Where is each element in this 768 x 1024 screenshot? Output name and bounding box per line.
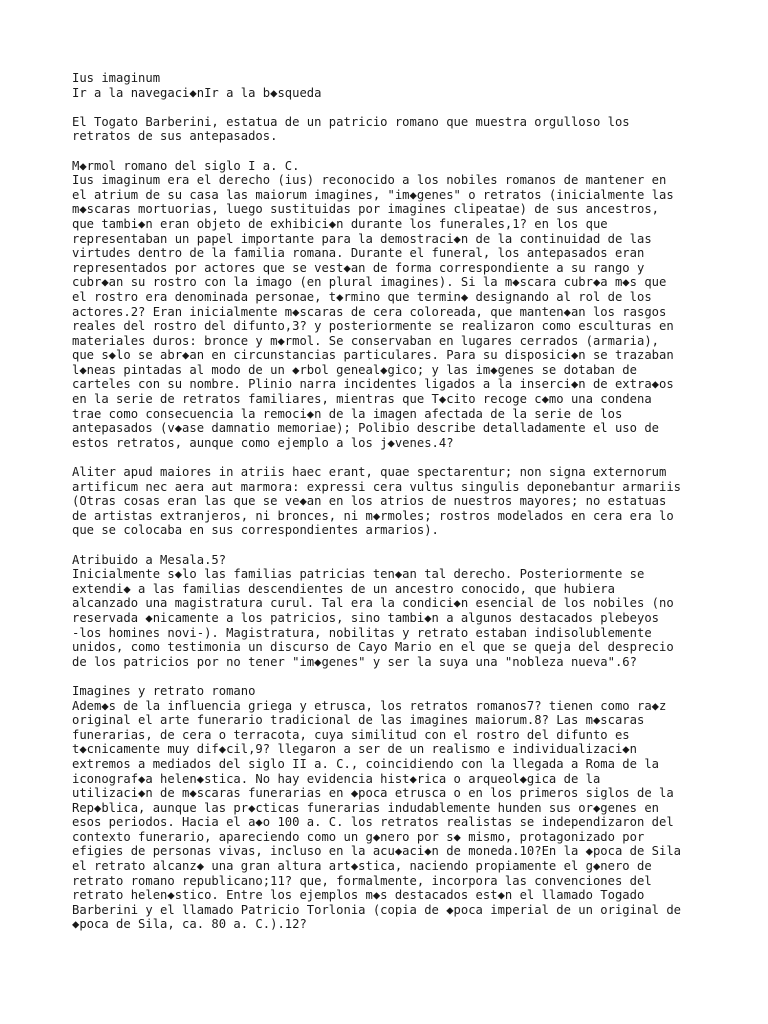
paragraph — [72, 553, 732, 670]
text-line: representados por actores que se vest◆an de forma correspondiente a su rango y — [72, 260, 645, 275]
text-line: ◆poca de Sila, ca. 80 a. C.).12? — [72, 917, 307, 932]
text-line: extendi◆ a las familias descendientes de un ancestro conocido, que hubiera — [72, 581, 615, 596]
text-line: Ir a la navegaci◆nIr a la b◆squeda — [72, 85, 322, 100]
text-line: m◆scaras mortuorias, luego sustituidas por imagines clipeatae) de sus ancestros, — [72, 202, 659, 217]
text-line: retrato helen◆stico. Entre los ejemplos m◆s destacados est◆n el llamado Togado — [72, 888, 645, 903]
text-line: Adem◆s de la influencia griega y etrusca, los retratos romanos7? tienen como ra◆z — [72, 698, 667, 713]
text-line: retrato romano republicano;11? que, formalmente, incorpora las convenciones del — [72, 873, 652, 888]
text-line: esos periodos. Hacia el a◆o 100 a. C. los retratos realistas se independizaron del — [72, 815, 674, 830]
text-line: M◆rmol romano del siglo I a. C. — [72, 158, 300, 173]
text-line: El Togato Barberini, estatua de un patricio romano que muestra orgulloso los — [72, 114, 630, 129]
document-body — [72, 71, 732, 947]
text-line: iconograf◆a helen◆stica. No hay evidencia hist◆rica o arqueol◆gica de la — [72, 771, 601, 786]
text-line: el atrium de su casa las maiorum imagines, "im◆genes" o retratos (inicialmente las — [72, 187, 674, 202]
paragraph — [72, 465, 732, 538]
text-line: contexto funerario, apareciendo como un g◆nero por s◆ mismo, protagonizado por — [72, 829, 645, 844]
paragraph — [72, 115, 732, 144]
text-line: Rep◆blica, aunque las pr◆cticas funerarias indudablemente hunden sus or◆genes en — [72, 800, 659, 815]
text-line: el rostro era denominada personae, t◆rmino que termin◆ designando al rol de los — [72, 289, 652, 304]
text-line: -los homines novi-). Magistratura, nobilitas y retrato estaban indisolublemente — [72, 625, 652, 640]
text-line: que s◆lo se abr◆an en circunstancias particulares. Para su disposici◆n se trazaban — [72, 348, 674, 363]
text-line: l◆neas pintadas al modo de un ◆rbol geneal◆gico; y las im◆genes se dotaban de — [72, 362, 637, 377]
text-line: trae como consecuencia la remoci◆n de la imagen afectada de la serie de los — [72, 406, 623, 421]
text-line: artificum nec aera aut marmora: expressi cera vultus singulis deponebantur armariis — [72, 479, 682, 494]
text-line: Atribuido a Mesala.5? — [72, 552, 227, 567]
text-line: en la serie de retratos familiares, mientras que T◆cito recoge c◆mo una condena — [72, 392, 652, 407]
text-line: reales del rostro del difunto,3? y posteriormente se realizaron como esculturas en — [72, 319, 674, 334]
text-line: antepasados (v◆ase damnatio memoriae); Polibio describe detalladamente el uso de — [72, 421, 659, 436]
text-line: cubr◆an su rostro con la imago (en plural imagines). Si la m◆scara cubr◆a m◆s que — [72, 275, 667, 290]
text-line: t◆cnicamente muy dif◆cil,9? llegaron a ser de un realismo e individualizaci◆n — [72, 742, 637, 757]
text-line: Aliter apud maiores in atriis haec erant, quae spectarentur; non signa externorum — [72, 465, 667, 480]
text-line: carteles con su nombre. Plinio narra incidentes ligados a la inserci◆n de extra◆os — [72, 377, 674, 392]
text-line: Inicialmente s◆lo las familias patricias ten◆an tal derecho. Posteriormente se — [72, 567, 645, 582]
text-line: Ius imaginum — [72, 71, 161, 85]
text-line: virtudes dentro de la familia romana. Durante el funeral, los antepasados eran — [72, 246, 645, 261]
text-line: extremos a mediados del siglo II a. C., coincidiendo con la llegada a Roma de la — [72, 756, 659, 771]
text-line: unidos, como testimonia un discurso de Cayo Mario en el que se queja del desprecio — [72, 640, 674, 655]
text-line: que tambi◆n eran objeto de exhibici◆n durante los funerales,1? en los que — [72, 216, 608, 231]
text-line: reservada ◆nicamente a los patricios, sino tambi◆n a algunos destacados plebeyos — [72, 610, 659, 625]
text-line: original el arte funerario tradicional de las imagines maiorum.8? Las m◆scaras — [72, 713, 645, 728]
text-line: actores.2? Eran inicialmente m◆scaras de cera coloreada, que manten◆an los rasgos — [72, 304, 667, 319]
text-line: alcanzado una magistratura curul. Tal era la condici◆n esencial de los nobiles (no — [72, 596, 674, 611]
text-line: (Otras cosas eran las que se ve◆an en los atrios de nuestros mayores; no estatuas — [72, 494, 667, 509]
text-line: funerarias, de cera o terracota, cuya similitud con el rostro del difunto es — [72, 727, 630, 742]
text-line: representaban un papel importante para la demostraci◆n de la continuidad de las — [72, 231, 652, 246]
document-header — [72, 71, 732, 100]
text-line: el retrato alcanz◆ una gran altura art◆stica, naciendo propiamente el g◆nero de — [72, 859, 652, 874]
text-line: que se colocaba en sus correspondientes armarios). — [72, 523, 439, 538]
text-line: retratos de sus antepasados. — [72, 129, 278, 144]
text-line: Imagines y retrato romano — [72, 683, 256, 698]
text-line: materiales duros: bronce y m◆rmol. Se conservaban en lugares cerrados (armaria), — [72, 333, 659, 348]
text-line: utilizaci◆n de m◆scaras funerarias en ◆poca etrusca o en los primeros siglos de la — [72, 786, 674, 801]
paragraph — [72, 159, 732, 451]
text-line: efigies de personas vivas, incluso en la acu◆aci◆n de moneda.10?En la ◆poca de Sila — [72, 844, 682, 859]
text-line: Ius imaginum era el derecho (ius) reconocido a los nobiles romanos de mantener en — [72, 173, 667, 188]
paragraph — [72, 684, 732, 932]
text-line: de artistas extranjeros, ni bronces, ni m◆rmoles; rostros modelados en cera era lo — [72, 508, 674, 523]
text-line: Barberini y el llamado Patricio Torlonia (copia de ◆poca imperial de un original de — [72, 902, 682, 917]
text-line: estos retratos, aunque como ejemplo a los j◆venes.4? — [72, 435, 454, 450]
text-line: de los patricios por no tener "im◆genes" y ser la suya una "nobleza nueva".6? — [72, 654, 637, 669]
